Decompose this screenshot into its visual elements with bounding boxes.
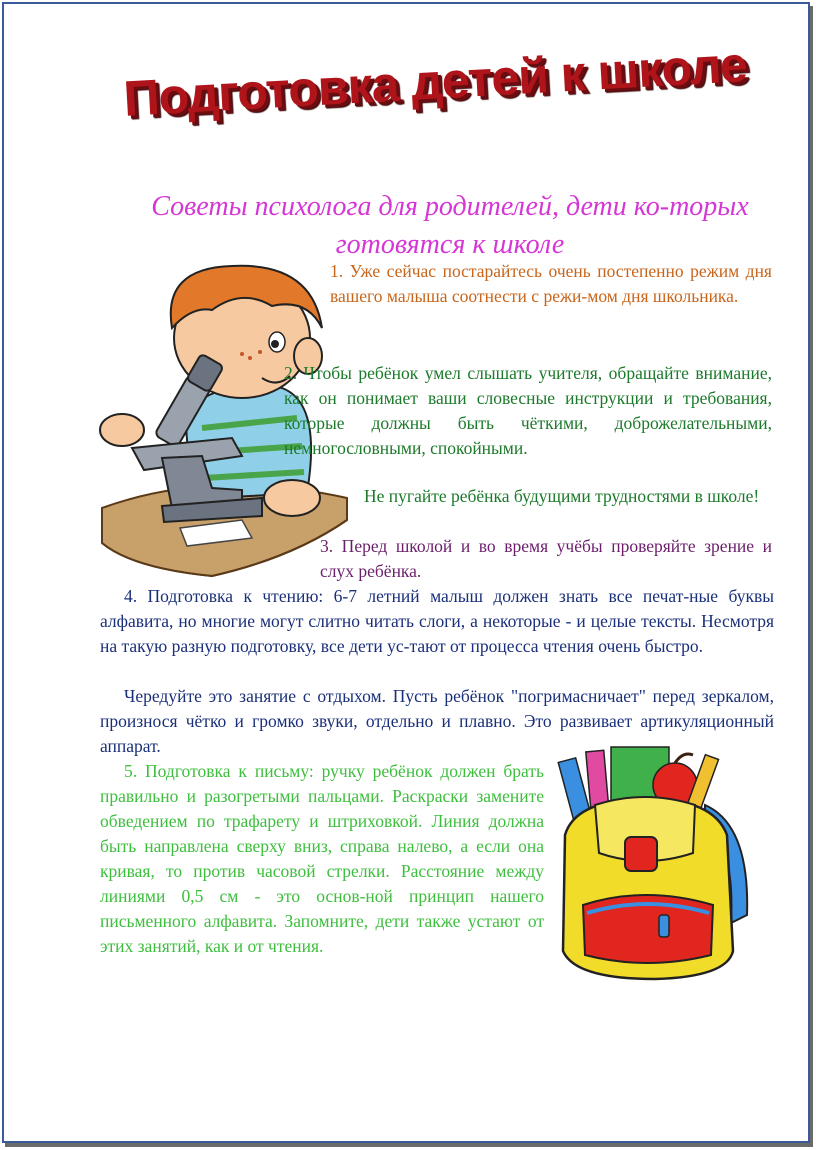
tip-5-text: 5. Подготовка к письму: ручку ребёнок должен брать правильно и разогретыми пальцами. Раскраски замените обведением по трафарету и штриховкой. Линия должна быть направлена сверху вниз, справа налево, а если она кривая, то против часовой стрелки. Расстояние между линиями 0,5 см - это основ-ной принцип нашего письменного алфавита. Запомните, дети также устают от этих занятий, как и от чтения. bbox=[100, 761, 544, 956]
page-subtitle: Советы психолога для родителей, дети ко-торых готовятся к школе bbox=[151, 191, 749, 260]
tip-1-text: 1. Уже сейчас постарайтесь очень постепенно режим дня вашего малыша соотнести с режи-мом дня школьника. bbox=[330, 261, 772, 306]
page-title: Подготовка детей к школе bbox=[122, 36, 749, 127]
tip-4-text: 4. Подготовка к чтению: 6-7 летний малыш должен знать все печат-ные буквы алфавита, но многие могут слитно читать слоги, а некоторые - и целые тексты. Несмотря на такую разную подготовку, все дети ус-тают от процесса чтения очень быстро. bbox=[100, 586, 774, 656]
tip-3-text: 3. Перед школой и во время учёбы проверяйте зрение и слух ребёнка. bbox=[320, 536, 772, 581]
school-backpack-illustration bbox=[555, 745, 755, 985]
tip-2-text: 2. Чтобы ребёнок умел слышать учителя, обращайте внимание, как он понимает ваши словесные инструкции и требования, которые должны быть чёткими, доброжелательными, немногословными, спокойными. bbox=[284, 363, 772, 458]
tip-4-advice-text: Чередуйте это занятие с отдыхом. Пусть ребёнок "погримасничает" перед зеркалом, произнося чётко и громко звуки, отдельно и плавно. Это развивает артикуляционный аппарат. bbox=[100, 686, 774, 756]
tip-2-warning-text: Не пугайте ребёнка будущими трудностями в школе! bbox=[364, 486, 760, 506]
